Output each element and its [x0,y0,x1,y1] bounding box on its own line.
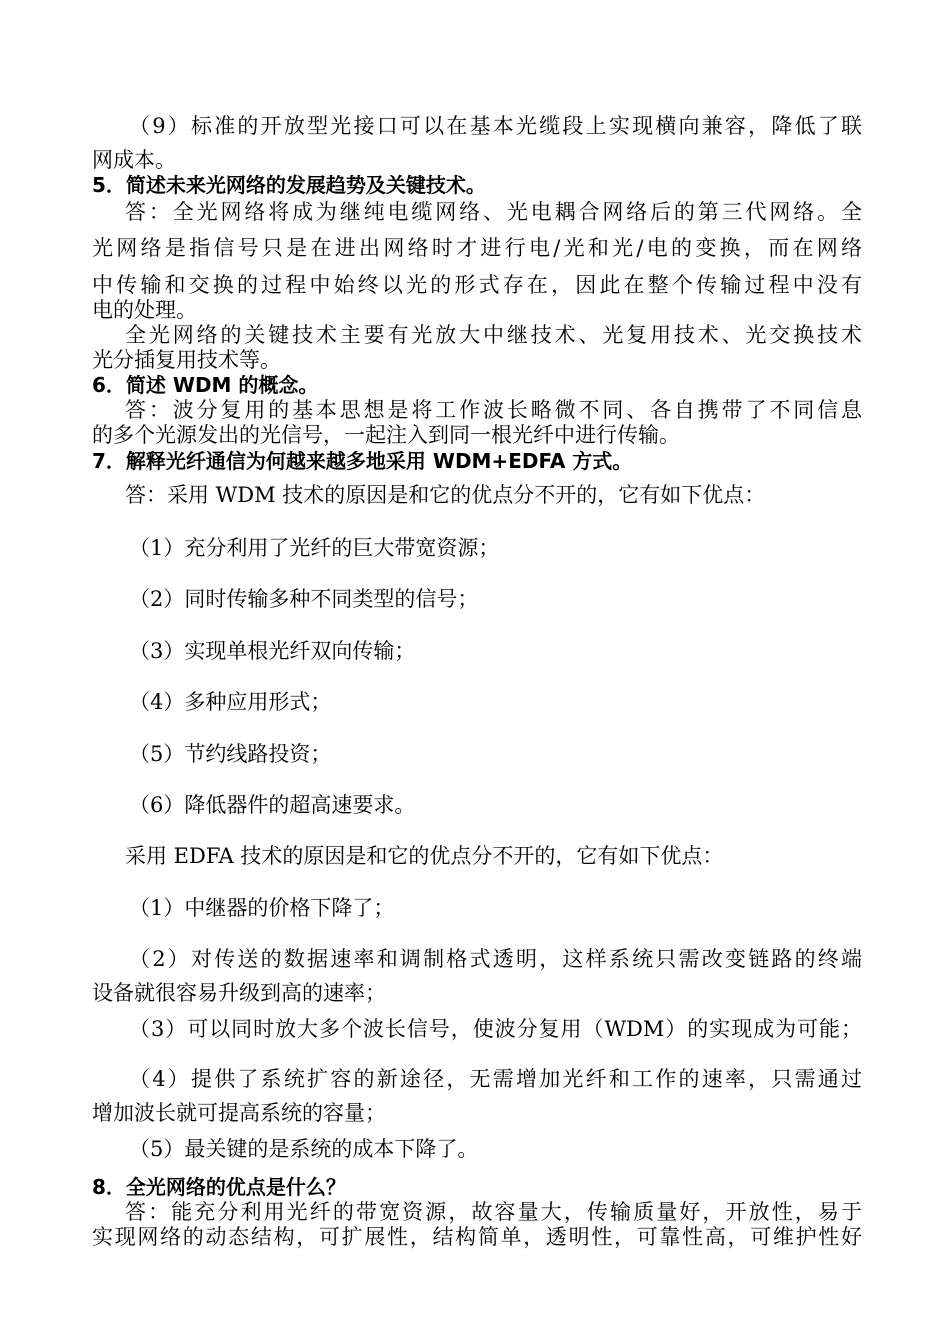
paragraph-line: 电的处理。 [92,298,197,322]
list-item: （1）充分利用了光纤的巨大带宽资源； [129,536,500,560]
paragraph-line: 的多个光源发出的光信号，一起注入到同一根光纤中进行传输。 [92,423,680,447]
list-item: （3）可以同时放大多个波长信号，使波分复用（WDM）的实现成为可能； [129,1017,862,1041]
list-item: （5）节约线路投资； [129,742,332,766]
question-heading: 7．解释光纤通信为何越来越多地采用 WDM+EDFA 方式。 [92,449,633,473]
paragraph-line: 全光网络的关键技术主要有光放大中继技术、光复用技术、光交换技术 [125,323,862,347]
paragraph-line: 增加波长就可提高系统的容量； [92,1101,386,1125]
paragraph-line: 答：全光网络将成为继纯电缆网络、光电耦合网络后的第三代网络。全 [125,200,862,224]
question-heading: 6．简述 WDM 的概念。 [92,373,319,397]
paragraph-line: （9）标准的开放型光接口可以在基本光缆段上实现横向兼容，降低了联 [129,114,862,138]
list-item: （4）多种应用形式； [129,690,332,714]
paragraph-line: 网成本。 [92,148,176,172]
paragraph-line: 答：波分复用的基本思想是将工作波长略微不同、各自携带了不同信息 [125,398,862,422]
paragraph-line: 实现网络的动态结构，可扩展性，结构简单，透明性，可靠性高，可维护性好 [92,1225,862,1249]
paragraph-line: 采用 EDFA 技术的原因是和它的优点分不开的，它有如下优点： [125,844,724,868]
paragraph-line: 光网络是指信号只是在进出网络时才进行电/光和光/电的变换，而在网络 [92,236,862,260]
paragraph-line: 设备就很容易升级到高的速率； [92,981,386,1005]
paragraph-line: 中传输和交换的过程中始终以光的形式存在，因此在整个传输过程中没有 [92,273,862,297]
question-heading: 8．全光网络的优点是什么？ [92,1175,346,1199]
paragraph-line: 答：能充分利用光纤的带宽资源，故容量大，传输质量好，开放性，易于 [125,1200,862,1224]
paragraph-line: 光分插复用技术等。 [92,348,281,372]
list-item: （3）实现单根光纤双向传输； [129,639,416,663]
question-heading: 5．简述未来光网络的发展趋势及关键技术。 [92,173,486,197]
list-item: （1）中继器的价格下降了； [129,896,395,920]
list-item: （2）同时传输多种不同类型的信号； [129,587,479,611]
list-item: （6）降低器件的超高速要求。 [129,793,416,817]
list-item: （5）最关键的是系统的成本下降了。 [129,1137,479,1161]
paragraph-line: 答：采用 WDM 技术的原因是和它的优点分不开的，它有如下优点： [125,483,766,507]
list-item: （4）提供了系统扩容的新途径，无需增加光纤和工作的速率，只需通过 [129,1067,862,1091]
list-item: （2）对传送的数据速率和调制格式透明，这样系统只需改变链路的终端 [129,947,862,971]
